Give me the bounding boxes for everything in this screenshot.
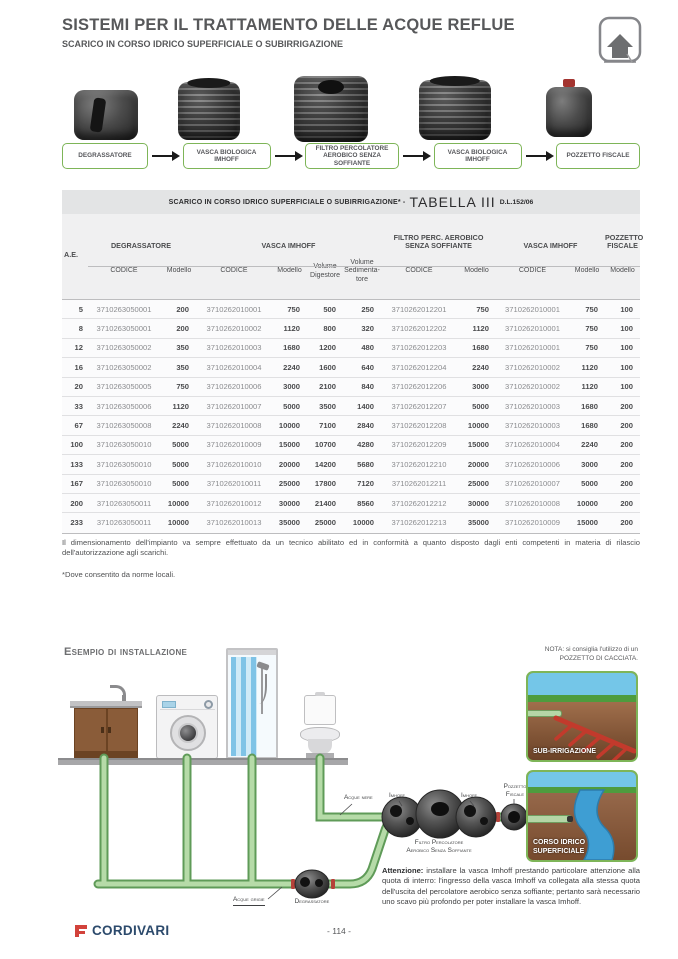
cell-modello: 200: [176, 304, 189, 314]
table-title-main: TABELLA III: [409, 194, 496, 210]
cell-codice: 3710262010003: [505, 401, 560, 411]
cell-ae: 200: [70, 498, 83, 508]
cell-volume-digestore: 3500: [319, 401, 336, 411]
cell-codice: 3710262010008: [505, 498, 560, 508]
cell-codice: 3710262010011: [206, 479, 262, 489]
cell-ae: 67: [74, 421, 83, 431]
cell-codice: 3710262012212: [391, 498, 447, 508]
cell-volume-digestore: 21400: [314, 498, 336, 508]
cell-modello: 2240: [172, 421, 189, 431]
cell-modello: 350: [176, 343, 189, 353]
cell-ae: 5: [78, 304, 83, 314]
footnote: *Dove consentito da norme locali.: [62, 570, 176, 579]
cell-codice: 3710262012201: [391, 304, 447, 314]
cell-modello: 15000: [278, 440, 300, 450]
sub-irrigazione-inset: [526, 671, 638, 762]
label-imhoff-1: Imhoff: [389, 792, 405, 799]
label-degrassatore: Degrassatore: [294, 898, 330, 905]
cell-codice: 3710262010003: [505, 421, 560, 431]
table-row: [62, 339, 640, 358]
cell-modello: 25000: [467, 479, 489, 489]
cell-codice: 3710262010010: [206, 459, 262, 469]
cell-modello: 200: [620, 498, 633, 508]
cell-volume-digestore: 10700: [314, 440, 336, 450]
cell-volume-sedimentatore: 5680: [357, 459, 374, 469]
attention-text: installare la vasca Imhoff prestando particolare attenzione alla quota di interro: l'ingresso della vasca Imhoff va collegata alla stessa quota dell'uscita del percolatore aerobico senza soffiante; pertanto sarà necessario uno scavo più profondo per poter installare la vasca Imhoff.: [382, 866, 640, 906]
cell-modello: 100: [620, 304, 633, 314]
label-filtro-percolatore: Filtro Percolatore Aerobico Senza Soffiante: [406, 839, 472, 854]
table-title-prefix: SCARICO IN CORSO IDRICO SUPERFICIALE O SUBIRRIGAZIONE* -: [168, 198, 406, 206]
cell-codice: 3710262010002: [206, 324, 262, 334]
table-row: [62, 513, 640, 532]
cell-codice: 3710262012208: [391, 421, 447, 431]
column-header-volume-sedimentatore: Volume Sedimenta-tore: [344, 259, 380, 283]
column-header-modello: Modello: [277, 267, 302, 275]
cell-modello: 25000: [278, 479, 300, 489]
cell-modello: 200: [176, 324, 189, 334]
table-row: [62, 378, 640, 397]
product-image-filtro-percolatore: [294, 76, 368, 142]
cell-volume-digestore: 1200: [319, 343, 336, 353]
cell-volume-digestore: 25000: [314, 518, 336, 528]
cell-modello: 10000: [576, 498, 598, 508]
cell-volume-sedimentatore: 250: [361, 304, 374, 314]
cell-codice: 3710263050001: [96, 324, 152, 334]
cell-codice: 3710263050011: [96, 498, 152, 508]
cell-volume-sedimentatore: 7120: [357, 479, 374, 489]
cell-modello: 15000: [576, 518, 598, 528]
cell-codice: 3710262010006: [505, 459, 560, 469]
column-header-codice: CODICE: [518, 267, 547, 275]
cell-volume-sedimentatore: 10000: [352, 518, 374, 528]
cell-modello: 3000: [283, 382, 300, 392]
cell-codice: 3710262010001: [206, 304, 262, 314]
label-pozzetto-fiscale: Pozzetto Fiscale: [503, 783, 527, 798]
product-image-degrassatore: [74, 90, 138, 140]
product-table: [62, 190, 644, 534]
cell-codice: 3710262010001: [505, 343, 560, 353]
cell-modello: 5000: [581, 479, 598, 489]
cell-volume-sedimentatore: 8560: [357, 498, 374, 508]
cell-modello: 1120: [581, 382, 598, 392]
cell-modello: 1680: [581, 421, 598, 431]
cell-codice: 3710262010012: [206, 498, 262, 508]
cell-codice: 3710262012213: [391, 518, 447, 528]
cell-ae: 233: [70, 518, 83, 528]
cell-codice: 3710262010001: [505, 304, 560, 314]
cell-modello: 750: [476, 304, 489, 314]
installation-title: Esempio di installazione: [64, 646, 188, 658]
group-vasca-imhoff-2: VASCA IMHOFF: [523, 241, 578, 251]
flow-step-filtro: FILTRO PERCOLATORE AEROBICO SENZA SOFFIANTE: [305, 143, 399, 169]
cell-codice: 3710262010002: [505, 382, 560, 392]
cell-modello: 750: [585, 343, 598, 353]
cell-modello: 5000: [283, 401, 300, 411]
table-row: [62, 397, 640, 416]
cell-modello: 15000: [467, 440, 489, 450]
page-number: - 114 -: [327, 926, 351, 936]
attention-bold: Attenzione:: [382, 866, 424, 875]
cell-modello: 750: [585, 304, 598, 314]
nota-line-2: POZZETTO DI CACCIATA.: [559, 654, 638, 662]
cell-modello: 20000: [467, 459, 489, 469]
table-row: [62, 475, 640, 494]
cell-modello: 100: [620, 382, 633, 392]
column-header-codice: CODICE: [405, 267, 433, 275]
column-header-ae: A.E.: [64, 250, 78, 259]
flow-step-pozzetto: POZZETTO FISCALE: [556, 143, 640, 169]
house-section-icon: [598, 16, 642, 63]
sizing-note: Il dimensionamento dell'impianto va sempre effettuato da un tecnico abilitato ed in conformità a quanto disposto dagli enti competenti in materia di rilascio dell'autorizzazione agli scarichi.: [62, 538, 640, 558]
cell-codice: 3710262012207: [391, 401, 447, 411]
cell-volume-sedimentatore: 480: [361, 343, 374, 353]
cell-codice: 3710262010004: [206, 362, 262, 372]
label-acque-nere: Acque nere: [344, 794, 373, 801]
cell-codice: 3710262012209: [391, 440, 447, 450]
table-title-band: [62, 190, 640, 214]
cell-volume-sedimentatore: 320: [361, 324, 374, 334]
cell-codice: 3710263050010: [96, 440, 152, 450]
cell-modello: 200: [620, 459, 633, 469]
column-header-modello: Modello: [574, 267, 600, 275]
process-flow: [62, 142, 640, 170]
cell-codice: 3710263050001: [96, 304, 152, 314]
cell-ae: 133: [70, 459, 83, 469]
group-pozzetto: POZZETTO FISCALE: [605, 232, 644, 251]
cell-ae: 8: [78, 324, 83, 334]
cell-modello: 2240: [472, 362, 489, 372]
column-header-codice: CODICE: [110, 267, 138, 275]
cell-codice: 3710262010004: [505, 440, 560, 450]
cell-volume-digestore: 800: [323, 324, 336, 334]
cell-volume-sedimentatore: 640: [361, 362, 374, 372]
cell-modello: 5000: [472, 401, 489, 411]
cell-codice: 3710262010008: [206, 421, 262, 431]
table-body: [62, 299, 640, 534]
cell-modello: 200: [620, 518, 633, 528]
attention-note: [382, 866, 640, 907]
cell-modello: 100: [620, 343, 633, 353]
table-subheader-row: [62, 254, 640, 287]
cell-volume-digestore: 1600: [319, 362, 336, 372]
cell-codice: 3710263050006: [96, 401, 152, 411]
cell-volume-digestore: 2100: [319, 382, 336, 392]
cell-volume-sedimentatore: 1400: [357, 401, 374, 411]
cell-ae: 20: [74, 382, 83, 392]
cell-modello: 35000: [467, 518, 489, 528]
inset-label-sub-irrigazione: SUB-IRRIGAZIONE: [533, 747, 596, 755]
cell-modello: 10000: [278, 421, 300, 431]
cell-ae: 100: [70, 440, 83, 450]
arrow-right-icon: [152, 155, 178, 157]
cell-modello: 1680: [472, 343, 489, 353]
cell-codice: 3710262012202: [391, 324, 447, 334]
cell-modello: 5000: [172, 459, 189, 469]
cell-codice: 3710263050008: [96, 421, 152, 431]
corso-idrico-inset: [526, 770, 638, 862]
cell-codice: 3710262010013: [206, 518, 262, 528]
cell-codice: 3710262010003: [206, 343, 262, 353]
table-group-row: [62, 214, 644, 254]
cell-codice: 3710262012204: [391, 362, 447, 372]
cell-modello: 1680: [283, 343, 300, 353]
cell-ae: 16: [74, 362, 83, 372]
cell-modello: 200: [620, 479, 633, 489]
cell-volume-digestore: 14200: [314, 459, 336, 469]
column-header-modello: Modello: [610, 267, 635, 275]
cell-modello: 200: [620, 421, 633, 431]
flow-step-vasca-imhoff-1: VASCA BIOLOGICA IMHOFF: [183, 143, 271, 169]
cell-modello: 100: [620, 362, 633, 372]
product-image-vasca-imhoff-2: [419, 80, 491, 140]
cell-modello: 1680: [581, 401, 598, 411]
cell-modello: 30000: [467, 498, 489, 508]
cell-codice: 3710262010001: [505, 324, 560, 334]
header-divider: [88, 266, 640, 267]
label-acque-grigie: Acque grigie: [233, 896, 265, 906]
cell-volume-sedimentatore: 2840: [357, 421, 374, 431]
cell-modello: 1120: [581, 362, 598, 372]
product-image-vasca-imhoff-1: [178, 82, 240, 140]
table-row: [62, 416, 640, 435]
cell-modello: 200: [620, 401, 633, 411]
arrow-right-icon: [526, 155, 552, 157]
nota-line-1: NOTA: si consiglia l'utilizzo di un: [544, 646, 638, 653]
group-degrassatore: DEGRASSATORE: [110, 241, 172, 251]
cell-codice: 3710262012203: [391, 343, 447, 353]
cell-ae: 33: [74, 401, 83, 411]
cell-modello: 3000: [472, 382, 489, 392]
cell-codice: 3710262010007: [505, 479, 560, 489]
table-row: [62, 436, 640, 455]
cell-codice: 3710263050010: [96, 479, 152, 489]
cell-modello: 1120: [283, 324, 300, 334]
cell-codice: 3710262010002: [505, 362, 560, 372]
cell-codice: 3710262010007: [206, 401, 262, 411]
cell-modello: 750: [287, 304, 300, 314]
cell-volume-digestore: 500: [323, 304, 336, 314]
cell-codice: 3710263050011: [96, 518, 152, 528]
brand-name: CORDIVARI: [92, 923, 170, 938]
cell-ae: 167: [70, 479, 83, 489]
cell-modello: 750: [176, 382, 189, 392]
table-row: [62, 300, 640, 319]
cell-modello: 5000: [172, 479, 189, 489]
page-subtitle: SCARICO IN CORSO IDRICO SUPERFICIALE O SUBIRRIGAZIONE: [62, 39, 344, 49]
column-header-codice: CODICE: [220, 267, 248, 275]
cell-codice: 3710263050002: [96, 362, 152, 372]
cell-codice: 3710263050010: [96, 459, 152, 469]
flow-step-degrassatore: DEGRASSATORE: [62, 143, 148, 169]
column-header-modello: Modello: [166, 267, 192, 275]
column-header-modello: Modello: [464, 267, 489, 275]
cell-modello: 3000: [581, 459, 598, 469]
table-row: [62, 494, 640, 513]
arrow-right-icon: [275, 155, 301, 157]
cell-codice: 3710262010009: [206, 440, 262, 450]
page-title: SISTEMI PER IL TRATTAMENTO DELLE ACQUE REFLUE: [62, 16, 515, 34]
cell-ae: 12: [74, 343, 83, 353]
cell-volume-digestore: 17800: [314, 479, 336, 489]
cell-volume-digestore: 7100: [319, 421, 336, 431]
inset-label-corso-idrico: CORSO IDRICO SUPERFICIALE: [533, 839, 586, 855]
table-row: [62, 455, 640, 474]
cell-codice: 3710262010006: [206, 382, 262, 392]
table-row: [62, 319, 640, 338]
cell-modello: 10000: [467, 421, 489, 431]
group-vasca-imhoff-1: VASCA IMHOFF: [261, 241, 316, 251]
cell-codice: 3710263050005: [96, 382, 152, 392]
table-row: [62, 358, 640, 377]
cell-codice: 3710262012211: [391, 479, 447, 489]
cell-modello: 35000: [278, 518, 300, 528]
product-image-pozzetto-fiscale: [546, 87, 592, 137]
cell-modello: 1120: [172, 401, 189, 411]
cell-modello: 750: [585, 324, 598, 334]
table-title-law: D.L.152/06: [499, 198, 534, 206]
cell-modello: 20000: [278, 459, 300, 469]
cell-modello: 10000: [167, 518, 189, 528]
arrow-right-icon: [403, 155, 429, 157]
cell-codice: 3710263050002: [96, 343, 152, 353]
label-imhoff-2: Imhoff: [461, 792, 477, 799]
cell-modello: 2240: [581, 440, 598, 450]
cell-modello: 350: [176, 362, 189, 372]
cell-codice: 3710262012210: [391, 459, 447, 469]
cell-codice: 3710262010009: [505, 518, 560, 528]
flow-step-vasca-imhoff-2: VASCA BIOLOGICA IMHOFF: [434, 143, 522, 169]
cell-modello: 30000: [278, 498, 300, 508]
group-filtro: FILTRO PERC. AEROBICO SENZA SOFFIANTE: [393, 232, 484, 251]
cell-modello: 100: [620, 324, 633, 334]
cell-volume-sedimentatore: 840: [361, 382, 374, 392]
cell-modello: 200: [620, 440, 633, 450]
cell-codice: 3710262012206: [391, 382, 447, 392]
cell-modello: 1120: [472, 324, 489, 334]
cell-modello: 10000: [167, 498, 189, 508]
table-header: [62, 214, 644, 299]
cell-modello: 2240: [283, 362, 300, 372]
cell-modello: 5000: [172, 440, 189, 450]
column-header-volume-digestore: Volume Digestore: [310, 263, 340, 279]
cell-volume-sedimentatore: 4280: [357, 440, 374, 450]
